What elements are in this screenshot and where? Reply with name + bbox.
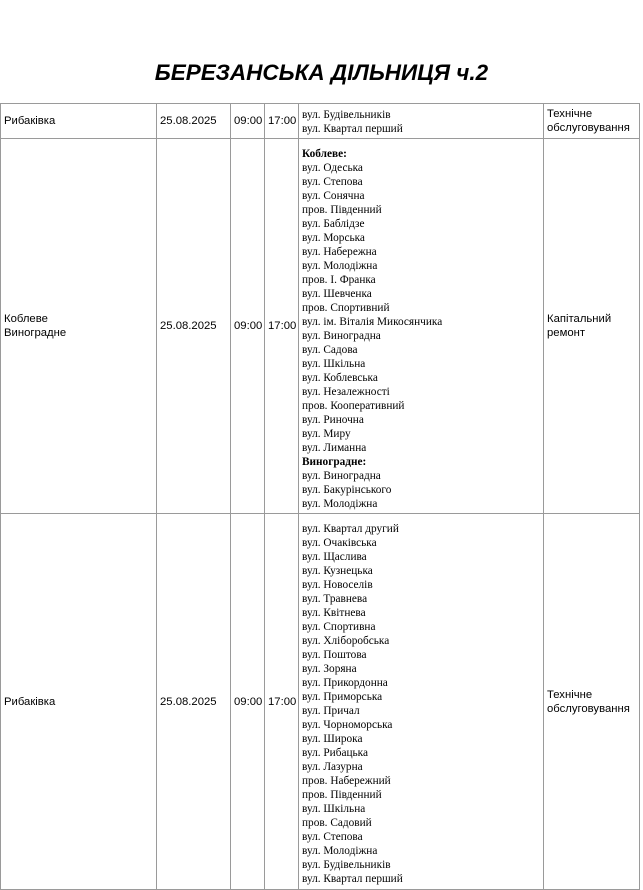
work-type-cell: [544, 104, 640, 139]
start-time-cell: 09:00: [231, 104, 265, 139]
street-name: вул. Миру: [302, 427, 351, 440]
cell-text-line: Рибаківка: [4, 695, 56, 708]
street-name: вул. Лазурна: [302, 761, 363, 773]
street-name: пров. І. Франка: [302, 273, 376, 286]
outage-schedule-table: [0, 103, 640, 890]
street-name: вул. Очаківська: [302, 537, 377, 549]
end-time-cell: 17:00: [265, 514, 299, 890]
date-cell: 25.08.2025: [157, 104, 231, 139]
cell-text-line: ремонт: [547, 327, 586, 339]
street-name: вул. Чорноморська: [302, 719, 393, 731]
streets-cell: [299, 104, 544, 139]
street-name: пров. Південний: [302, 789, 382, 801]
cell-text-line: Технічне: [547, 108, 593, 120]
table-row: [1, 104, 640, 139]
end-time-cell: 17:00: [265, 139, 299, 514]
locality-cell: [1, 514, 157, 890]
date-cell: 25.08.2025: [157, 139, 231, 514]
cell-text-line: Виноградне: [4, 327, 67, 339]
street-name: вул. Квартал другий: [302, 523, 399, 535]
street-name: вул. Будівельників: [302, 108, 391, 121]
street-name: вул. Коблевська: [302, 371, 378, 384]
locality-cell: [1, 139, 157, 514]
page-title: БЕРЕЗАНСЬКА ДІЛЬНИЦЯ ч.2: [154, 60, 489, 85]
street-name: вул. Причал: [302, 705, 360, 717]
table-row: [1, 514, 640, 890]
street-name: вул. Виноградна: [302, 469, 381, 482]
date-cell: 25.08.2025: [157, 514, 231, 890]
street-name: вул. Хліборобська: [302, 635, 390, 647]
street-name: вул. ім. Віталія Микосянчика: [302, 315, 443, 328]
street-name: вул. Морська: [302, 231, 365, 244]
cell-text-line: Коблеве: [4, 313, 48, 325]
street-name: вул. Одеська: [302, 161, 363, 174]
street-name: вул. Шкільна: [302, 357, 366, 370]
cell-text-line: Капітальний: [547, 313, 612, 325]
street-name: вул. Приморська: [302, 691, 383, 703]
street-name: вул. Незалежності: [302, 385, 390, 398]
street-name: вул. Степова: [302, 175, 363, 188]
street-name: пров. Спортивний: [302, 301, 390, 314]
work-type-cell: [544, 514, 640, 890]
street-name: вул. Кузнецька: [302, 565, 373, 577]
street-name: вул. Спортивна: [302, 621, 376, 633]
street-name: вул. Новоселів: [302, 579, 373, 591]
street-name: вул. Молодіжна: [302, 259, 378, 272]
schedule-rows: [1, 104, 640, 890]
street-name: вул. Зоряна: [302, 663, 357, 675]
locality-cell: [1, 104, 157, 139]
end-time-cell: 17:00: [265, 104, 299, 139]
cell-text-line: обслуговування: [547, 702, 630, 715]
street-name: вул. Квартал перший: [302, 122, 403, 135]
street-name: вул. Поштова: [302, 649, 367, 661]
streets-cell: [299, 139, 544, 514]
street-name: пров. Садовий: [302, 817, 372, 829]
street-name: вул. Виноградна: [302, 329, 381, 342]
street-name: пров. Південний: [302, 203, 382, 216]
street-name: вул. Травнева: [302, 593, 368, 605]
table-row: [1, 139, 640, 514]
street-name: вул. Квартал перший: [302, 873, 403, 885]
street-name: вул. Набережна: [302, 245, 377, 258]
locality-heading: Виноградне:: [302, 455, 367, 468]
street-name: вул. Риночна: [302, 413, 364, 426]
street-name: вул. Бакурінського: [302, 483, 392, 496]
street-name: вул. Лиманна: [302, 441, 367, 454]
street-name: вул. Квітнева: [302, 607, 366, 619]
cell-text-line: обслуговування: [547, 122, 630, 134]
street-name: вул. Молодіжна: [302, 497, 378, 510]
street-name: вул. Рибацька: [302, 747, 369, 759]
street-name: вул. Сонячна: [302, 189, 365, 202]
street-name: вул. Шкільна: [302, 803, 366, 815]
street-name: вул. Молодіжна: [302, 845, 378, 857]
street-name: пров. Кооперативний: [302, 399, 405, 412]
locality-heading: Коблеве:: [302, 147, 347, 160]
street-name: вул. Будівельників: [302, 859, 391, 871]
street-name: вул. Щаслива: [302, 551, 367, 563]
cell-text-line: Технічне: [547, 688, 593, 701]
streets-cell: [299, 514, 544, 890]
start-time-cell: 09:00: [231, 514, 265, 890]
street-name: вул. Баблідзе: [302, 217, 365, 230]
street-name: вул. Шевченка: [302, 287, 372, 300]
work-type-cell: [544, 139, 640, 514]
street-name: вул. Садова: [302, 343, 358, 356]
cell-text-line: Рибаківка: [4, 115, 56, 127]
street-name: вул. Широка: [302, 733, 363, 745]
start-time-cell: 09:00: [231, 139, 265, 514]
street-name: пров. Набережний: [302, 775, 391, 787]
street-name: вул. Прикордонна: [302, 677, 388, 689]
street-name: вул. Степова: [302, 831, 363, 843]
